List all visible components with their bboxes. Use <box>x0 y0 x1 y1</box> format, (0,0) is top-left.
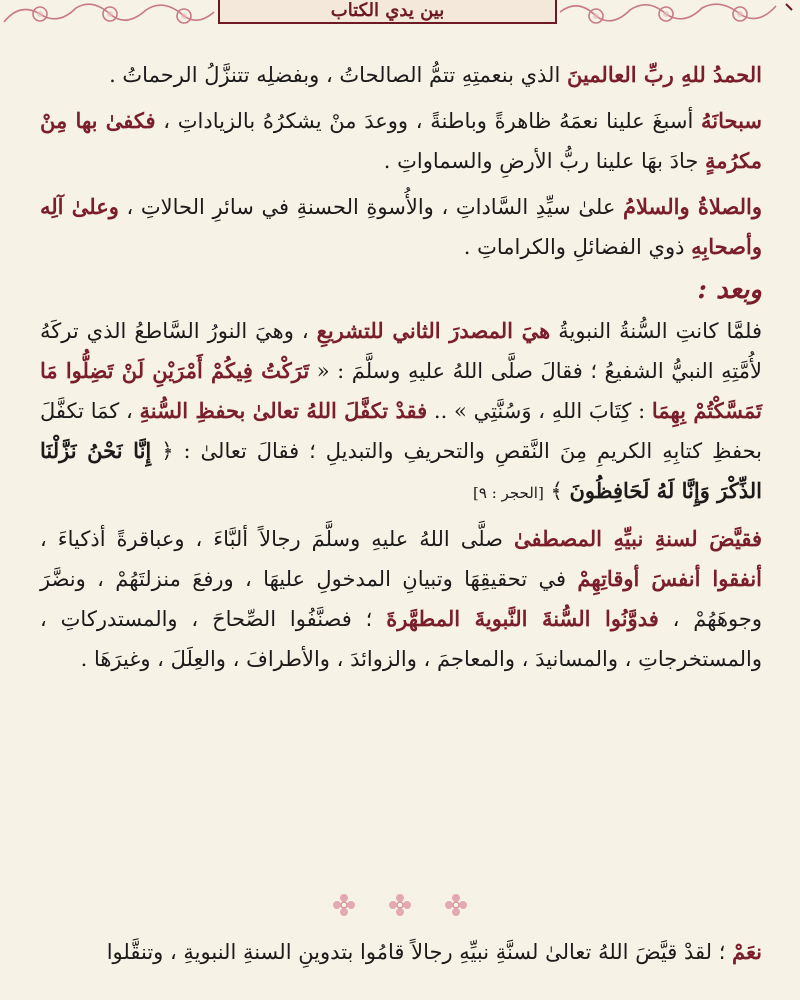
highlight-phrase: هيَ المصدرَ الثاني للتشريعِ <box>316 318 551 343</box>
section-divider <box>0 890 800 920</box>
paragraph-1 <box>40 55 762 95</box>
paragraph-text: فلمَّا كانتِ السُّنةُ النبويةُ <box>550 319 763 343</box>
highlight-phrase: فدوَّنُوا السُّنةَ النَّبويةَ المطهَّرةَ <box>386 606 659 631</box>
highlight-phrase: فقدْ تكفَّلَ اللهُ تعالىٰ بحفظِ السُّنةِ <box>139 398 428 423</box>
paragraph-text: في تحقيقِهَا وتبيانِ المدخولِ عليهَا ، ورفعَ منزلتَهُمْ ، ونضَّرَ وجوهَهُمْ ، <box>40 567 762 631</box>
highlight-phrase: الحمدُ للهِ ربِّ العالمينَ <box>566 62 762 87</box>
highlight-phrase: وعلىٰ آلِه وأصحابِهِ <box>40 194 762 259</box>
paragraph-2 <box>40 101 762 181</box>
paragraph-text: ﴾ <box>543 479 570 503</box>
paragraph-text: ؛ لقدْ قيَّضَ اللهُ تعالىٰ لسنَّةِ نبيِّهِ رجالاً قامُوا بتدوينِ السنةِ النبويةِ ، وتنقَّلوا <box>106 940 733 964</box>
highlight-phrase: أنفقوا أنفسَ أوقاتِهِمْ <box>577 566 762 591</box>
paragraph-text: ، كمَا تكفَّلَ بحفظِ كتابِهِ الكريمِ مِنَ النَّقصِ والتحريفِ والتبديلِ ؛ فقالَ تعالىٰ : ﴿ <box>40 399 762 463</box>
paragraph-text: : كِتَابَ اللهِ ، وَسُنَّتِي » .. <box>427 399 652 423</box>
highlight-phrase: فكفىٰ بها مِنْ مكرُمةٍ <box>40 108 762 173</box>
paragraph-6 <box>40 932 762 972</box>
paragraph-text: الذي بنعمتِهِ تتمُّ الصالحاتُ ، وبفضلِه تتنزَّلُ الرحماتُ . <box>109 63 567 87</box>
paragraph-text: ذوي الفضائلِ والكراماتِ . <box>463 235 692 259</box>
highlight-phrase: نعَمْ <box>732 939 762 964</box>
paragraph-3 <box>40 187 762 267</box>
hadith-quote: تَرَكْتُ فِيكُمْ أَمْرَيْنِ لَنْ تَضِلُّوا مَا تَمَسَّكْتُمْ بِهِمَا <box>40 358 762 423</box>
paragraph-text: جادَ بهَا علينا ربُّ الأرضِ والسماواتِ . <box>383 149 706 173</box>
paragraph-text: صلَّى اللهُ عليهِ وسلَّمَ رجالاً ألبَّاءَ ، وعباقرةً أذكياءَ ، <box>40 527 514 551</box>
continuation-text <box>40 932 762 978</box>
highlight-phrase: سبحانَهُ <box>701 108 763 133</box>
highlight-phrase: فقيَّضَ لسنةِ نبيِّهِ المصطفىٰ <box>513 526 762 551</box>
paragraph-text: أسبغَ علينا نعمَهُ ظاهرةً وباطنةً ، ووعدَ منْ يشكرُهُ بالزياداتِ ، <box>155 109 702 133</box>
paragraph-text: ، وهيَ النورُ السَّاطعُ الذي تركَهُ لأُمَّتِهِ النبيُّ الشفيعُ ؛ فقالَ صلَّى اللهُ عليهِ وسلَّمَ : « <box>40 319 762 383</box>
flower-ornament-icon <box>387 892 413 918</box>
paragraph-5 <box>40 519 762 679</box>
section-heading: وبعد : <box>697 275 762 305</box>
paragraph-4 <box>40 311 762 513</box>
chapter-title: بين يدي الكتاب <box>218 0 557 24</box>
highlight-phrase: والصلاةُ والسلامُ <box>622 194 763 219</box>
paragraph-text: علىٰ سيِّدِ السَّاداتِ ، والأُسوةِ الحسنةِ في سائرِ الحالاتِ ، <box>118 195 623 219</box>
quran-verse: إِنَّا نَحْنُ نَزَّلْنَا الذِّكْرَ وَإِنَّا لَهُ لَحَافِظُونَ <box>40 438 762 503</box>
verse-reference: [الحجر : ٩] <box>473 484 544 502</box>
main-text-body <box>40 55 762 685</box>
flower-ornament-icon <box>331 892 357 918</box>
flower-ornament-icon <box>443 892 469 918</box>
paragraph-text: ؛ فصنَّفُوا الصِّحاحَ ، والمستدركاتِ ، والمستخرجاتِ ، والمسانيدَ ، والمعاجمَ ، والزوائدَ ، والأطرافَ ، والعِلَلَ ، وغيرَهَا . <box>40 607 762 671</box>
